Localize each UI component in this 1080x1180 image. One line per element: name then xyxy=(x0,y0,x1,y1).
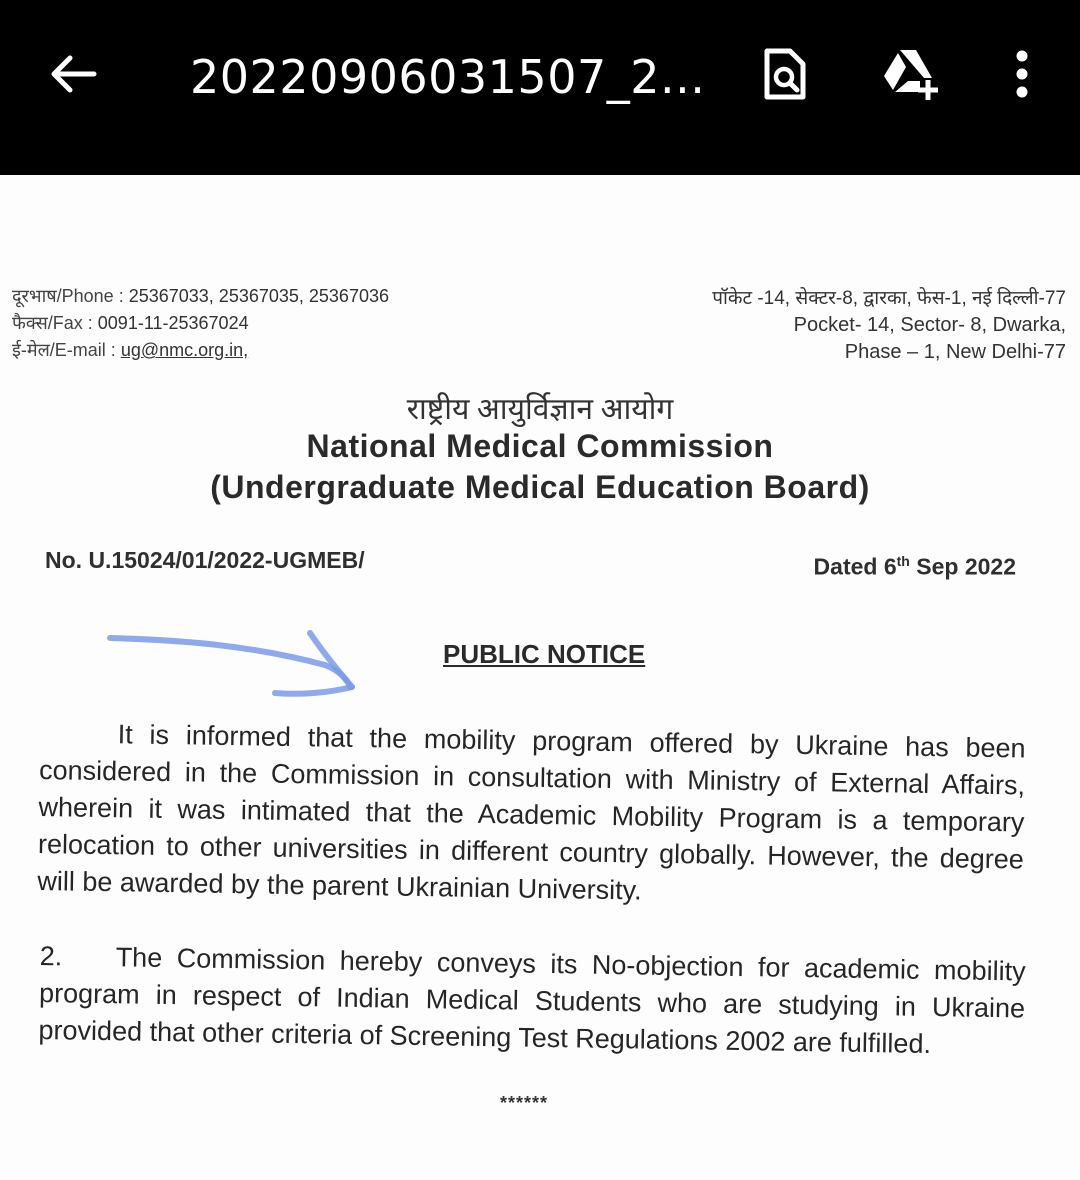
drive-add-icon xyxy=(880,44,944,104)
date-suffix: Sep 2022 xyxy=(909,553,1016,580)
document-title: 20220906031507_2... xyxy=(190,50,706,104)
address-line-2: Phase – 1, New Delhi-77 xyxy=(844,341,1066,363)
end-marker: ****** xyxy=(500,1093,549,1113)
email-line xyxy=(12,337,389,364)
address-block xyxy=(606,285,1066,366)
paragraph-2-text: The Commission hereby conveys its No-objection for academic mobility program in respect of Indian Medical Students who are studying in Ukraine provided that other criteria of Screening Test Regulations 2002 are fulfilled. xyxy=(38,942,1026,1060)
find-in-document-button[interactable] xyxy=(758,44,812,104)
app-bar xyxy=(0,0,1080,175)
email-label: ई-मेल/E-mail : xyxy=(12,340,116,360)
add-to-drive-button[interactable] xyxy=(880,44,934,104)
document-page[interactable] xyxy=(0,175,1080,1180)
notice-heading: PUBLIC NOTICE xyxy=(443,639,646,669)
hand-drawn-arrow-annotation xyxy=(100,625,370,705)
phone-line xyxy=(12,283,389,310)
date-prefix: Dated 6 xyxy=(813,553,897,580)
date-superscript: th xyxy=(896,553,910,569)
address-line-1: Pocket- 14, Sector- 8, Dwarka, xyxy=(793,314,1066,336)
fax-line xyxy=(12,310,389,337)
arrow-left-icon xyxy=(46,47,100,101)
org-title: National Medical Commission xyxy=(306,428,774,464)
back-button[interactable] xyxy=(46,47,100,101)
reference-number: No. U.15024/01/2022-UGMEB/ xyxy=(45,547,365,573)
email-value: ug@nmc.org.in, xyxy=(120,340,249,360)
phone-label: दूरभाष/Phone : xyxy=(12,286,124,306)
more-vertical-icon xyxy=(1000,44,1044,104)
paragraph-1: It is informed that the mobility program offered by Ukraine has been considered in the Commission in consultation with Ministry of External Affairs, wherein it was intimated that the Academic Mobility Program is a temporary relocation to other universities in different country globally. However, the degree will be awarded by the parent Ukrainian University. xyxy=(37,719,1026,906)
date-line xyxy=(814,553,1016,581)
board-title: (Undergraduate Medical Education Board) xyxy=(210,469,870,505)
hindi-title: राष्ट्रीय आयुर्विज्ञान आयोग xyxy=(406,393,674,426)
phone-value: 25367033, 25367035, 25367036 xyxy=(128,286,389,306)
contact-block xyxy=(12,283,389,364)
fax-label: फैक्स/Fax : xyxy=(12,313,93,333)
paragraph-2-number: 2. xyxy=(39,940,63,972)
paragraph-2 xyxy=(38,938,1026,1064)
document-search-icon xyxy=(758,44,812,104)
address-hindi: पॉकेट -14, सेक्टर-8, द्वारका, फेस-1, नई दिल्ली-77 xyxy=(712,288,1066,309)
fax-value: 0091-11-25367024 xyxy=(97,313,249,333)
more-options-button[interactable] xyxy=(1000,44,1044,104)
